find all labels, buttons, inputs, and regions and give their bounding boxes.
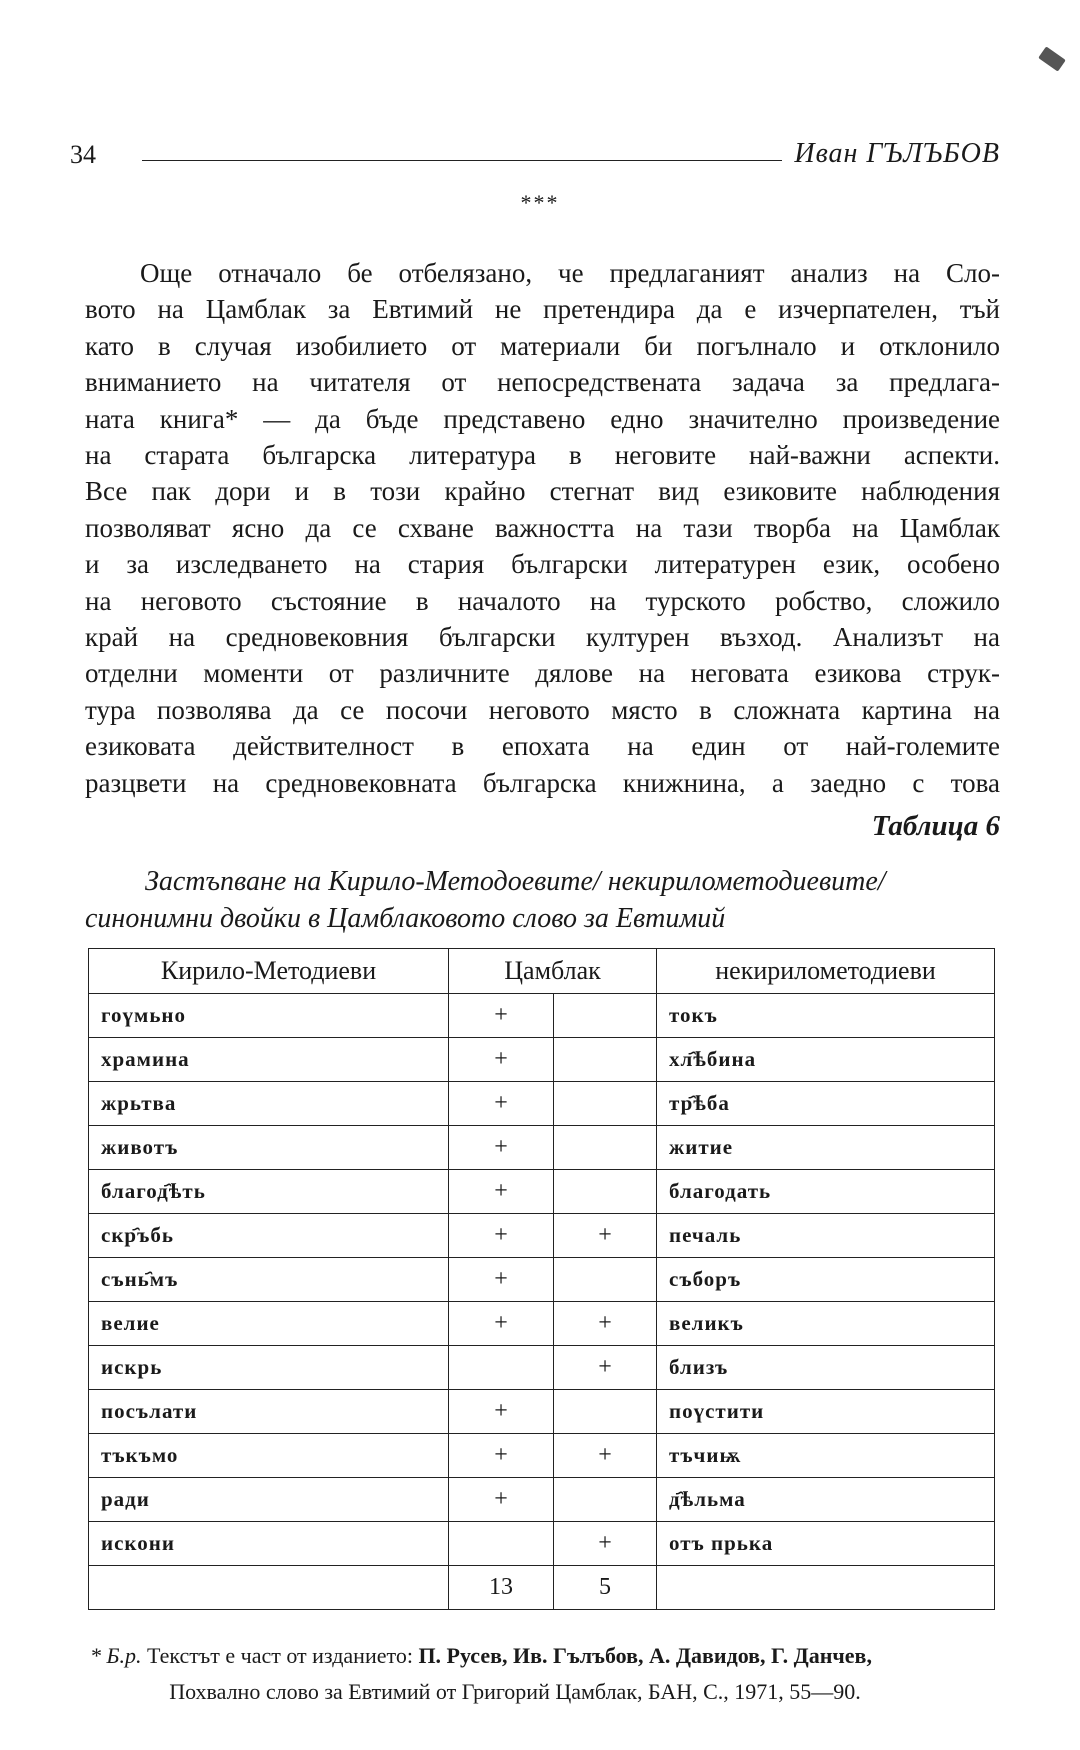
- page-header: [70, 130, 1000, 170]
- non-cm-word-cell: тр҄ѣба: [657, 1082, 995, 1126]
- table-label: Таблица 6: [871, 810, 1000, 842]
- body-line: Още отначало бе отбелязано, че предлаганият анализ на Сло-: [140, 258, 1000, 288]
- table-row: [89, 1302, 995, 1346]
- header-cm: Кирило-Методиеви: [89, 949, 449, 994]
- header-non-cm: некирилометодиеви: [657, 949, 995, 994]
- table-row: [89, 1434, 995, 1478]
- tsamblak-mark-cell: +: [449, 1302, 554, 1346]
- non-cm-word-cell: печаль: [657, 1214, 995, 1258]
- tsamblak-mark-cell: +: [449, 1478, 554, 1522]
- body-line: и за изследването на стария български литературен език, особено: [85, 549, 1000, 580]
- tsamblak-mark-cell: +: [554, 1302, 657, 1346]
- body-line: тура позволява да се посочи неговото място в сложната картина на: [85, 694, 1000, 725]
- page-number: 34: [70, 140, 96, 169]
- cm-word-cell: благод҄ѣть: [89, 1170, 449, 1214]
- total-count-cell: 13: [449, 1566, 554, 1610]
- header-tsamblak: Цамблак: [449, 949, 657, 994]
- tsamblak-mark-cell: [554, 1038, 657, 1082]
- table-body: [89, 994, 995, 1610]
- table-row: [89, 1478, 995, 1522]
- table-row: [89, 1522, 995, 1566]
- total-count-cell: 5: [554, 1566, 657, 1610]
- non-cm-word-cell: д҄ѣльма: [657, 1478, 995, 1522]
- body-line: отделни моменти от различните дялове на неговата езикова струк-: [85, 658, 1000, 689]
- tsamblak-mark-cell: [554, 1390, 657, 1434]
- tsamblak-mark-cell: +: [554, 1522, 657, 1566]
- non-cm-word-cell: отъ прька: [657, 1522, 995, 1566]
- tsamblak-mark-cell: [449, 1346, 554, 1390]
- non-cm-word-cell: близъ: [657, 1346, 995, 1390]
- body-line: Все пак дори и в този крайно стегнат вид езиковите наблюдения: [85, 476, 1000, 507]
- tsamblak-mark-cell: [554, 994, 657, 1038]
- running-head: Иван ГЪЛЪБОВ: [794, 138, 1000, 169]
- footnote-citation: Похвално слово за Евтимий от Григорий Цамблак, БАН, С., 1971, 55—90.: [169, 1679, 861, 1704]
- table-caption: [85, 863, 1000, 937]
- cm-word-cell: искрь: [89, 1346, 449, 1390]
- tsamblak-mark-cell: +: [449, 1126, 554, 1170]
- footnote-line: [90, 1638, 1000, 1674]
- tsamblak-mark-cell: [554, 1170, 657, 1214]
- tsamblak-mark-cell: [554, 1126, 657, 1170]
- cm-word-cell: скр҄ъбь: [89, 1214, 449, 1258]
- page-corner-mark: [1038, 46, 1066, 71]
- body-line: на неговото състояние в началото на турското робство, сложило: [85, 585, 1000, 616]
- body-line: разцвети на средновековната българска книжнина, а заедно с това: [85, 767, 1000, 798]
- cm-word-cell: храмина: [89, 1038, 449, 1082]
- table-row: [89, 1126, 995, 1170]
- body-line: на старата българска литература в неговите най-важни аспекти.: [85, 440, 1000, 471]
- non-cm-word-cell: тъчиѭ: [657, 1434, 995, 1478]
- tsamblak-mark-cell: +: [449, 1214, 554, 1258]
- table-row: [89, 1346, 995, 1390]
- caption-line: Застъпване на Кирило-Методоевите/ некирилометодиевите/: [145, 866, 886, 897]
- body-line: позволяват ясно да се схване важността на тази творба на Цамблак: [85, 512, 1000, 543]
- cm-word-cell: тъкъмо: [89, 1434, 449, 1478]
- tsamblak-mark-cell: +: [554, 1434, 657, 1478]
- body-line: като в случая изобилието от материали би погълнало и отклонило: [85, 330, 1000, 361]
- table-totals-row: [89, 1566, 995, 1610]
- non-cm-word-cell: житие: [657, 1126, 995, 1170]
- table-row: [89, 1170, 995, 1214]
- cm-word-cell: сънь҄мъ: [89, 1258, 449, 1302]
- non-cm-word-cell: благодать: [657, 1170, 995, 1214]
- table-row: [89, 1390, 995, 1434]
- footnote: [90, 1638, 1000, 1710]
- body-line: вниманието на читателя от непосредствената задача за предлага-: [85, 367, 1000, 398]
- cm-word-cell: жрьтва: [89, 1082, 449, 1126]
- cm-word-cell: велие: [89, 1302, 449, 1346]
- header-rule: [142, 160, 782, 161]
- cm-word-cell: искони: [89, 1522, 449, 1566]
- tsamblak-mark-cell: +: [449, 1434, 554, 1478]
- table-row: [89, 1258, 995, 1302]
- body-line: вото на Цамблак за Евтимий не претендира да е изчерпателен, тъй: [85, 294, 1000, 325]
- non-cm-word-cell: хл҄ѣбина: [657, 1038, 995, 1082]
- tsamblak-mark-cell: [449, 1522, 554, 1566]
- cm-word-cell: гоүмьно: [89, 994, 449, 1038]
- tsamblak-mark-cell: [554, 1258, 657, 1302]
- cm-word-cell: животъ: [89, 1126, 449, 1170]
- footnote-marker: * Б.р.: [90, 1643, 142, 1668]
- non-cm-word-cell: великъ: [657, 1302, 995, 1346]
- non-cm-word-cell: поүстити: [657, 1390, 995, 1434]
- tsamblak-mark-cell: +: [554, 1346, 657, 1390]
- caption-line: синонимни двойки в Цамблаковото слово за Евтимий: [85, 903, 726, 934]
- body-line: край на средновековния български културен възход. Анализът на: [85, 622, 1000, 653]
- table-row: [89, 1038, 995, 1082]
- section-separator: ***: [520, 190, 560, 215]
- cm-word-cell: ради: [89, 1478, 449, 1522]
- table-header-row: [89, 949, 995, 994]
- tsamblak-mark-cell: +: [554, 1214, 657, 1258]
- body-line: езиковата действителност в епохата на един от най-големите: [85, 731, 1000, 762]
- table-row: [89, 994, 995, 1038]
- tsamblak-mark-cell: +: [449, 1170, 554, 1214]
- totals-empty-cell: [657, 1566, 995, 1610]
- tsamblak-mark-cell: +: [449, 1390, 554, 1434]
- tsamblak-mark-cell: +: [449, 1258, 554, 1302]
- tsamblak-mark-cell: [554, 1082, 657, 1126]
- non-cm-word-cell: токъ: [657, 994, 995, 1038]
- body-paragraph: [85, 255, 1000, 801]
- synonym-table: [88, 948, 995, 1610]
- non-cm-word-cell: съборъ: [657, 1258, 995, 1302]
- body-line: ната книга* — да бъде представено едно значително произведение: [85, 403, 1000, 434]
- tsamblak-mark-cell: +: [449, 1082, 554, 1126]
- tsamblak-mark-cell: [554, 1478, 657, 1522]
- footnote-authors: П. Русев, Ив. Гълъбов, А. Давидов, Г. Данчев,: [418, 1643, 872, 1668]
- table-row: [89, 1214, 995, 1258]
- tsamblak-mark-cell: +: [449, 994, 554, 1038]
- footnote-text: Текстът е част от изданието:: [141, 1643, 419, 1668]
- totals-empty-cell: [89, 1566, 449, 1610]
- tsamblak-mark-cell: +: [449, 1038, 554, 1082]
- table-row: [89, 1082, 995, 1126]
- cm-word-cell: посълати: [89, 1390, 449, 1434]
